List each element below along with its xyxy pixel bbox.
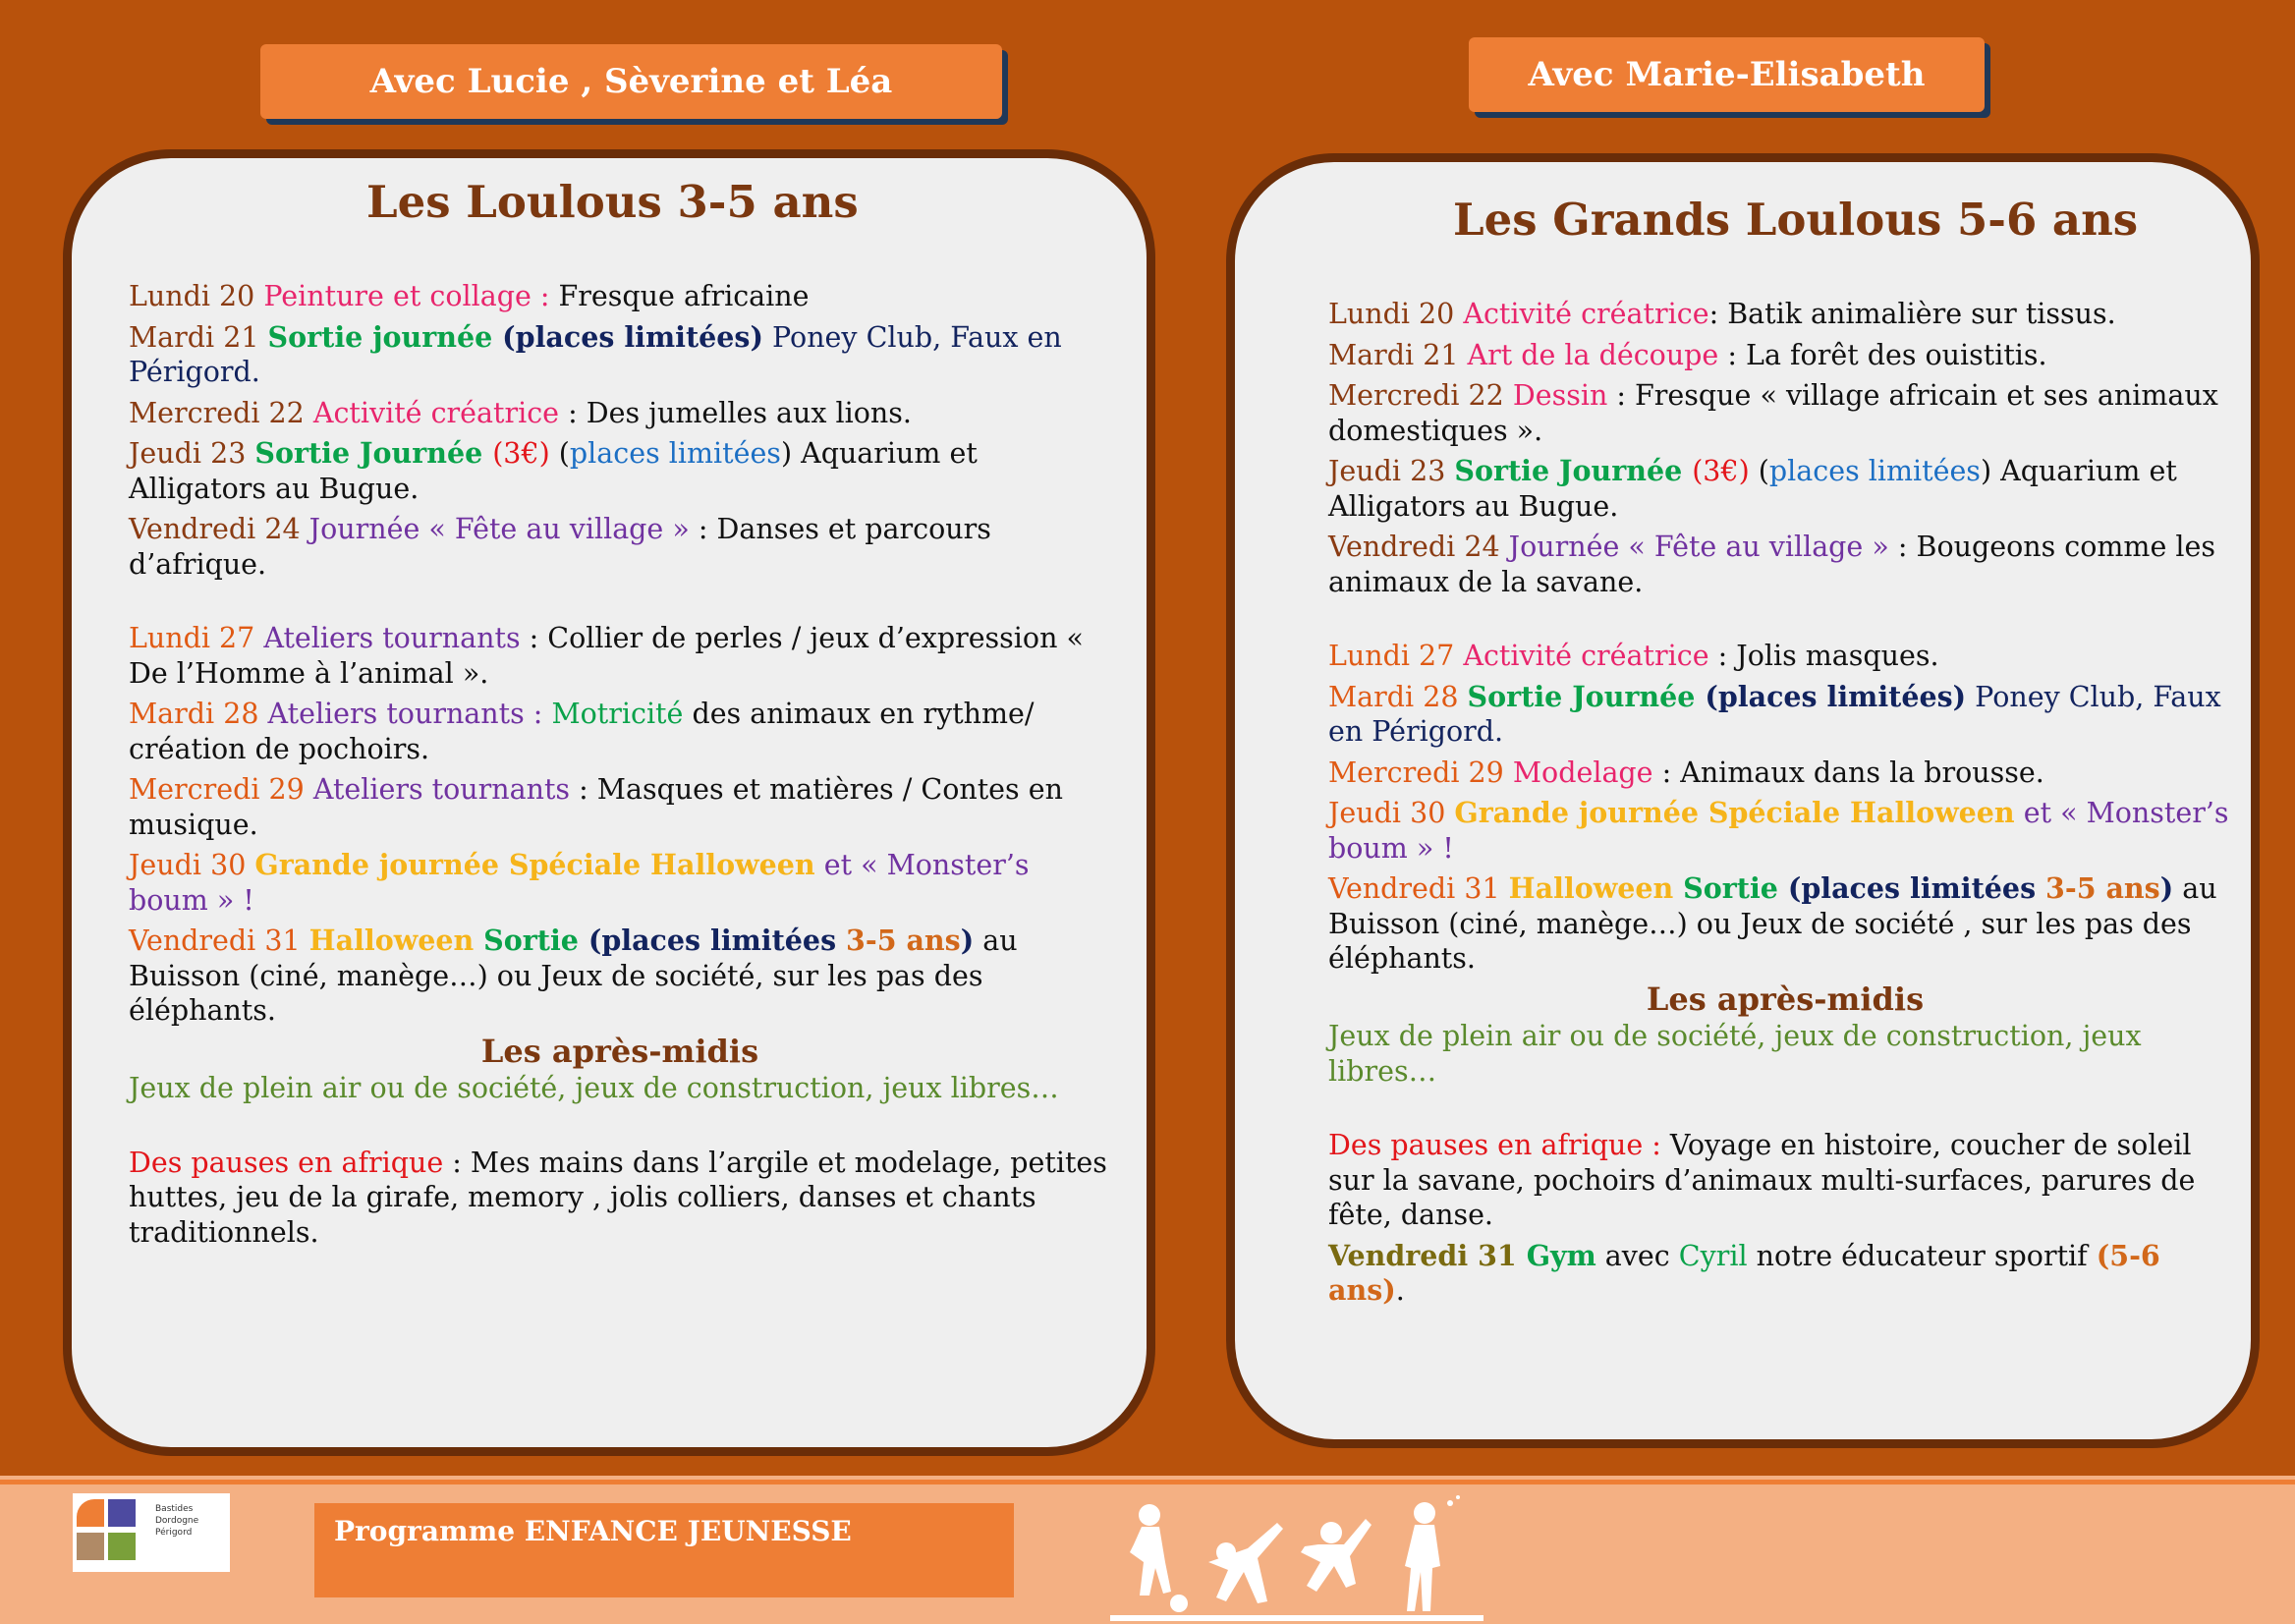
footer-divider (0, 1480, 2295, 1484)
card-title: Les Grands Loulous 5-6 ans (1453, 194, 2139, 246)
program-line: Mardi 21 Art de la découpe : La forêt des ouistitis. (1328, 338, 2047, 371)
program-line: Mercredi 22 Activité créatrice : Des jumelles aux lions. (129, 396, 912, 429)
tab-right-label: Avec Marie-Elisabeth (1528, 55, 1926, 94)
pauses-text: Des pauses en afrique : Mes mains dans l’argile et modelage, petites huttes, jeu de la girafe, memory , jolis colliers, danses et chants traditionnels. (129, 1146, 1107, 1249)
program-label: Programme ENFANCE JEUNESSE (334, 1515, 852, 1547)
logo-text: Bastides Dordogne Périgord (155, 1504, 199, 1538)
program-line: Lundi 20 Peinture et collage : Fresque africaine (129, 280, 810, 312)
program-line: Vendredi 31 Halloween Sortie (places limitées 3-5 ans) au Buisson (ciné, manège…) ou Jeux de société, sur les pas des éléphants. (129, 924, 1018, 1027)
program-line: Jeudi 23 Sortie Journée (3€) (places limitées) Aquarium et Alligators au Bugue. (1328, 454, 2177, 523)
program-text (129, 279, 1111, 1256)
program-line: Lundi 20 Activité créatrice: Batik animalière sur tissus. (1328, 298, 2116, 330)
program-line: Mardi 28 Ateliers tournants : Motricité des animaux en rythme/ création de pochoirs. (129, 698, 1035, 765)
children-silhouettes-icon (1110, 1493, 1483, 1621)
tab-marie-elisabeth (1469, 37, 1985, 112)
program-line: Jeudi 30 Grande journée Spéciale Halloween et « Monster’s boum » ! (1328, 796, 2229, 865)
apres-midis-text: Jeux de plein air ou de société, jeux de construction, jeux libres… (1328, 1020, 2142, 1088)
program-line: Mercredi 29 Ateliers tournants : Masques et matières / Contes en musique. (129, 773, 1063, 841)
program-line: Vendredi 31 Halloween Sortie (places limitées 3-5 ans) au Buisson (ciné, manège…) ou Jeux de société , sur les pas des éléphants. (1328, 871, 2217, 975)
loulous-3-5-card (63, 149, 1155, 1456)
tab-left-label: Avec Lucie , Sèverine et Léa (369, 62, 893, 101)
apres-midis-title: Les après-midis (1646, 980, 1925, 1018)
program-label-box (314, 1503, 1014, 1597)
program-line: Mercredi 29 Modelage : Animaux dans la brousse. (1328, 756, 2044, 789)
card-title: Les Loulous 3-5 ans (366, 176, 859, 228)
program-line: Mardi 28 Sortie Journée (places limitées) Poney Club, Faux en Périgord. (1328, 679, 2221, 748)
grands-loulous-5-6-card (1226, 153, 2260, 1448)
program-line: Vendredi 24 Journée « Fête au village » : Danses et parcours d’afrique. (129, 513, 991, 581)
pauses-text: Des pauses en afrique : Voyage en histoire, coucher de soleil sur la savane, pochoirs d’animaux multi-surfaces, parures de fête, danse. (1328, 1129, 2196, 1231)
program-text (1328, 297, 2242, 1315)
apres-midis-title: Les après-midis (480, 1032, 759, 1070)
program-line: Jeudi 30 Grande journée Spéciale Halloween et « Monster’s boum » ! (129, 848, 1030, 917)
program-line: Lundi 27 Activité créatrice : Jolis masques. (1328, 640, 1939, 672)
program-line: Mardi 21 Sortie journée (places limitées) Poney Club, Faux en Périgord. (129, 319, 1062, 388)
apres-midis-text: Jeux de plein air ou de société, jeux de construction, jeux libres… (129, 1072, 1059, 1104)
program-line: Lundi 27 Ateliers tournants : Collier de perles / jeux d’expression « De l’Homme à l’animal ». (129, 622, 1084, 690)
gym-line: Vendredi 31 Gym avec Cyril notre éducateur sportif (5-6 ans). (1328, 1238, 2160, 1307)
program-line: Mercredi 22 Dessin : Fresque « village africain et ses animaux domestiques ». (1328, 379, 2218, 447)
program-line: Jeudi 23 Sortie Journée (3€) (places limitées) Aquarium et Alligators au Bugue. (129, 436, 978, 505)
bastides-logo (73, 1493, 230, 1572)
tab-lucie-severine-lea (260, 44, 1002, 119)
program-line: Vendredi 24 Journée « Fête au village » : Bougeons comme les animaux de la savane. (1328, 531, 2215, 598)
